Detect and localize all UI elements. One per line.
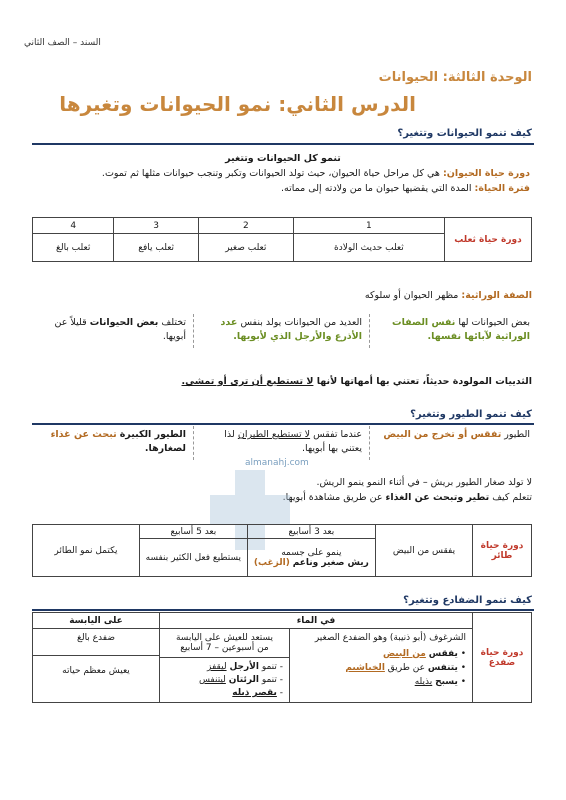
section-heading-frogs: كيف تنمو الضفادع وتتغير؟ — [403, 595, 532, 606]
frog-bullet-1-highlight: من البيض — [382, 649, 426, 659]
frog-adult-text: ضفدع بالغ — [77, 633, 115, 643]
fox-number-4: 4 — [33, 218, 114, 234]
frog-water-head: في الماء — [160, 613, 473, 629]
fox-number-1: 1 — [293, 218, 444, 234]
mammals-note-text: الثدييات المولودة حديثاً، تعتني بها أمهاتها لأنها — [316, 376, 532, 387]
bird-learn-bold: تطير وتبحث عن الغذاء — [385, 492, 490, 503]
watermark-text: almanahj.com — [245, 458, 309, 468]
section-heading-birds: كيف تنمو الطيور وتتغير؟ — [410, 409, 532, 420]
frog-mid-item2-bold: الرئتان — [228, 675, 259, 685]
trait-column-1 — [380, 316, 530, 344]
frog-bullet-2-highlight: الخياشيم — [345, 663, 385, 673]
fox-stage-4: ثعلب بالغ — [33, 234, 114, 262]
bird-row-label: دورة حياة طائر — [473, 525, 532, 577]
bird-wk3-body — [247, 539, 375, 577]
frog-middle-cell: يستعد للعيش على اليابسة من أسبوعين – 7 أسابيع - تنمو الأرجل ليقفز - تنمو الرئتان ليتنفس - يقصر ذيله — [160, 629, 290, 703]
trait-col1-text: بعض الحيوانات لها — [458, 317, 530, 328]
frog-mid-item1-underlined: ليقفز — [207, 662, 227, 672]
bird-life-cycle-table — [32, 524, 532, 577]
frog-mid-item2-text: تنمو — [261, 675, 277, 685]
bird-adult-cell: يكتمل نمو الطائر — [33, 525, 140, 577]
trait-separator-2 — [193, 314, 194, 348]
trait-definition — [365, 289, 532, 303]
frog-mid-item1-bold: الأرجل — [229, 662, 259, 672]
bird-column-2 — [202, 428, 362, 456]
bird-column-3 — [31, 428, 186, 456]
frog-tadpole-text: الشرغوف (أبو ذنيبة) وهو الضفدع الصغير — [314, 633, 466, 643]
bird-learn-text: تتعلم كيف — [492, 492, 532, 503]
trait-col2-highlight: عدد الأذرع والأرجل الذي لأبويها. — [220, 317, 362, 342]
bird-col2-underlined: لا تستطيع الطيران — [237, 429, 311, 440]
frog-land-cell — [33, 629, 160, 703]
trait-def: مظهر الحيوان أو سلوكه — [364, 290, 459, 301]
bird-col1-highlight: تفقس أو تخرج من — [413, 429, 502, 440]
life-span-definition — [30, 182, 530, 196]
bird-wk3-term: (الزغب) — [253, 557, 290, 568]
life-cycle-term: دورة حياة الحيوان: — [442, 168, 530, 179]
section-divider — [32, 143, 534, 145]
frog-mid-item2-underlined: ليتنفس — [198, 675, 226, 685]
bird-wk3-line1: ينمو على جسمه — [281, 547, 342, 558]
frog-bullet-1-bold: يفقس — [428, 649, 458, 659]
bird-separator-2 — [193, 426, 194, 460]
bird-feather-line: لا تولد صغار الطيور بريش – في أثناء النمو ينمو الريش. — [316, 477, 532, 488]
header-note: السند – الصف الثاني — [24, 38, 101, 48]
mammals-note-underlined: لا تستطيع أن ترى أو تمشي. — [181, 376, 314, 387]
trait-col3-bold: بعض الحيوانات — [89, 317, 159, 328]
fox-stage-3: ثعلب يافع — [114, 234, 198, 262]
fox-number-2: 2 — [198, 218, 293, 234]
trait-term: الصفة الوراثية: — [461, 290, 532, 301]
frog-life-cycle-table — [32, 612, 532, 703]
bird-col3-bold: الطيور الكبيرة — [119, 429, 186, 440]
fox-row-label: دورة حياة ثعلب — [445, 218, 532, 262]
frog-bullet-3-bold: يسبح — [435, 677, 458, 687]
fox-stage-2: ثعلب صغير — [198, 234, 293, 262]
frog-tadpole-cell: الشرغوف (أبو ذنيبة) وهو الضفدع الصغير • يفقس من البيض • يتنفس عن طريق الخياشيم • يسبح بذيله — [290, 629, 473, 703]
fox-stage-1: ثعلب حديث الولادة — [293, 234, 444, 262]
bird-wk3-head: بعد 3 أسابيع — [247, 525, 375, 539]
bird-col2-text: عندما تفقس — [313, 429, 362, 440]
bird-col2-text-3: يعتني بها أبويها. — [302, 443, 362, 454]
lesson-title: الدرس الثاني: نمو الحيوانات وتغيرها — [59, 92, 416, 116]
life-cycle-def: هي كل مراحل حياة الحيوان، حيث تولد الحيوانات وتكبر وتنجب حيوانات مثلها ثم تموت. — [101, 168, 440, 179]
frog-bullet-2-text: عن طريق — [387, 663, 426, 673]
bird-wk5-body: يستطيع فعل الكثير بنفسه — [140, 539, 248, 577]
trait-col3-text-2: قليلاً عن — [54, 317, 87, 328]
section-heading-animals: كيف تنمو الحيوانات وتتغير؟ — [397, 128, 532, 139]
frog-mid-item3-bold: يقصر ذيله — [232, 688, 277, 698]
trait-col3-text: تختلف — [161, 317, 186, 328]
bird-col1-text: الطيور — [504, 429, 530, 440]
section-divider — [32, 423, 534, 425]
trait-separator-1 — [369, 314, 370, 348]
bird-col1-highlight-2: البيض — [383, 429, 411, 440]
unit-title: الوحدة الثالثة: الحيوانات — [378, 70, 532, 85]
frog-bullet-2-bold: يتنفس — [427, 663, 458, 673]
life-span-term: فترة الحياة: — [474, 183, 530, 194]
life-cycle-definition — [30, 167, 530, 181]
mammals-note — [182, 375, 532, 389]
bird-separator-1 — [369, 426, 370, 460]
bird-learn-text-2: عن طريق مشاهدة أبويها. — [282, 492, 383, 503]
fox-life-cycle-table — [32, 217, 532, 262]
frog-row-label: دورة حياة ضفدع — [473, 613, 532, 703]
trait-col3-text-3: أبويها. — [162, 331, 186, 342]
bird-col2-text-2: لذا — [224, 429, 235, 440]
trait-column-2 — [202, 316, 362, 344]
section-divider — [32, 609, 534, 611]
trait-column-3 — [31, 316, 186, 344]
frog-mid-line2: من أسبوعين – 7 أسابيع — [180, 643, 269, 653]
life-span-def: المدة التي يقضيها حيوان ما من ولادته إلى مماته. — [280, 183, 472, 194]
bird-wk3-bold: ريش صغير وناعم — [292, 557, 369, 568]
bird-col3-highlight: تبحث عن غذاء — [50, 429, 117, 440]
trait-col2-text: العديد من الحيوانات يولد بنفس — [240, 317, 362, 328]
frog-lives-text: يعيش معظم حياته — [33, 655, 159, 676]
frog-mid-item1-text: تنمو — [261, 662, 277, 672]
bird-col3-bold-2: لصغارها. — [144, 443, 186, 454]
frog-mid-line1: يستعد للعيش على اليابسة — [175, 633, 274, 643]
trait-col1-highlight: نفس الصفات — [392, 317, 456, 328]
frog-land-head: على اليابسة — [33, 613, 160, 629]
center-line: تنمو كل الحيوانات وتتغير — [225, 153, 341, 164]
trait-col1-highlight-2: الوراثية لآبائها نفسها. — [427, 331, 530, 342]
bird-learn-line — [283, 491, 532, 505]
fox-number-3: 3 — [114, 218, 198, 234]
bird-hatch-cell: يفقس من البيض — [376, 525, 473, 577]
bird-wk5-head: بعد 5 أسابيع — [140, 525, 248, 539]
frog-bullet-3-underlined: بذيله — [414, 677, 433, 687]
bird-column-1 — [380, 428, 530, 442]
